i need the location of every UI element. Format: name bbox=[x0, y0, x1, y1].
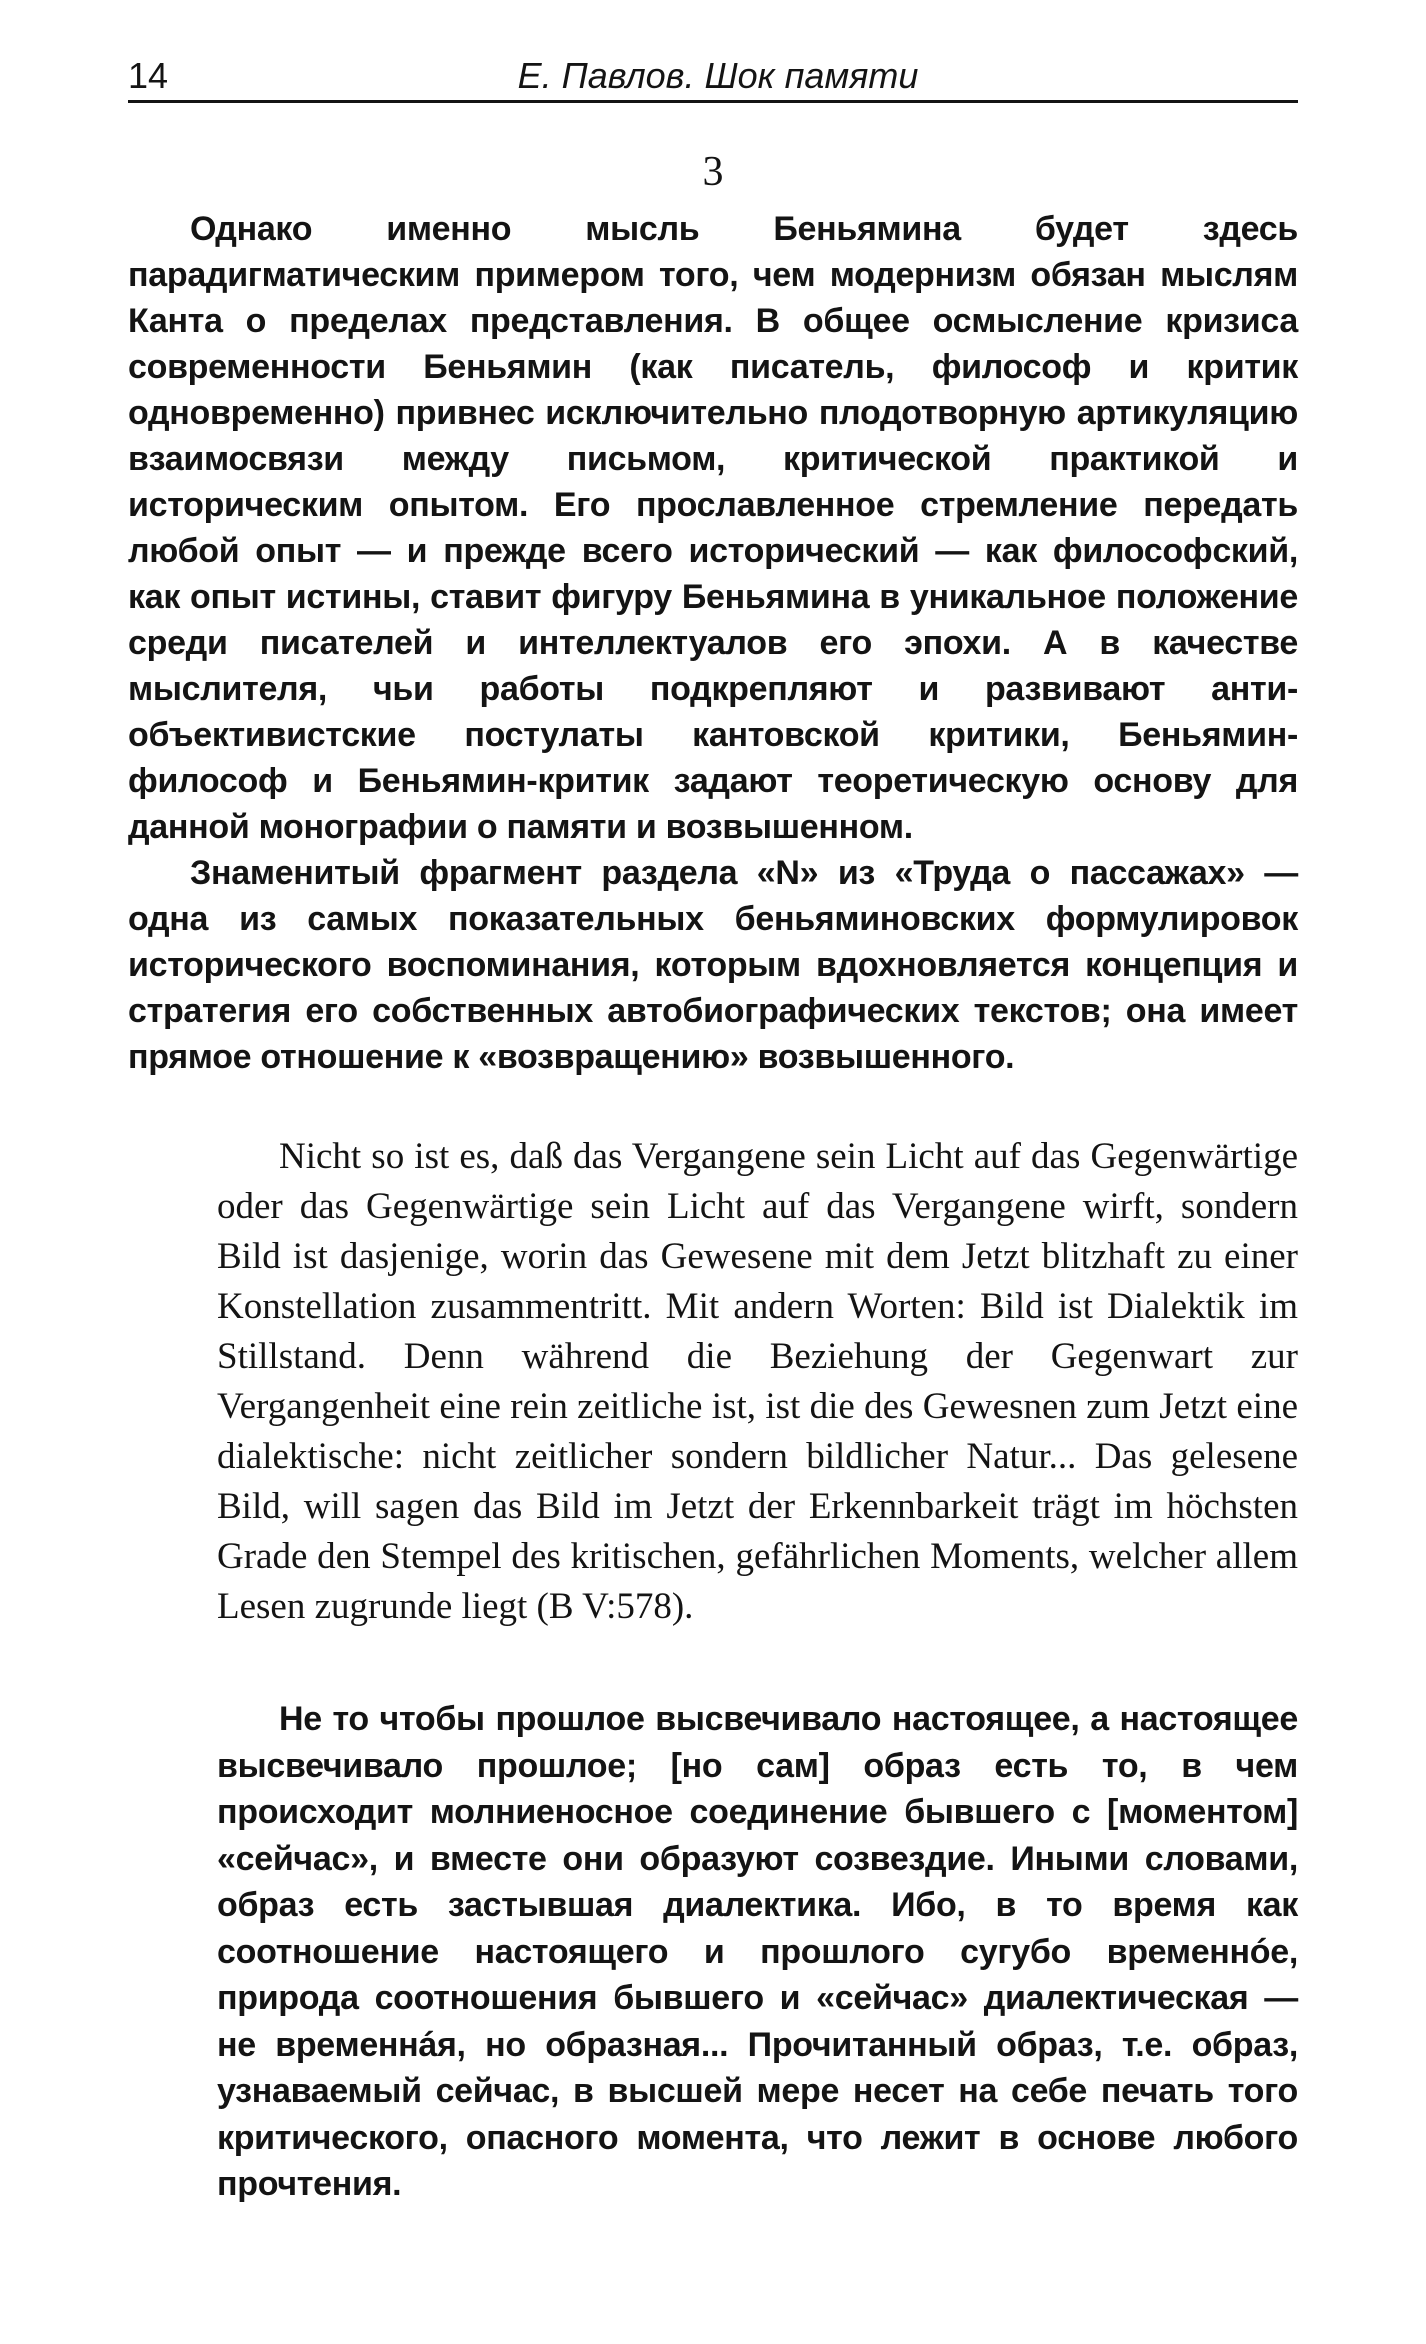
block-quote-german bbox=[217, 1132, 1298, 1632]
quote-paragraph: Nicht so ist es, daß das Vergangene sein Licht auf das Gegenwärtige oder das Gegenwärtige sein Licht auf das Vergangene wirft, sondern Bild ist dasjenige, worin das Gewesene mit dem Jetzt blitzhaft zu einer Konstellation zusammentritt. Mit andern Worten: Bild ist Dialektik im Stillstand. Denn während die Beziehung der Gegenwart zur Vergangenheit eine rein zeitliche ist, ist die des Gewesnen zum Jetzt eine dialektische: nicht zeitlicher sondern bildlicher Natur... Das gelesene Bild, will sagen das Bild im Jetzt der Erkennbarkeit trägt im höchsten Grade den Stempel des kritischen, gefährlichen Moments, welcher allem Lesen zugrunde liegt (B V:578). bbox=[217, 1136, 1298, 1627]
header-rule bbox=[128, 100, 1298, 103]
body-text bbox=[128, 206, 1298, 1080]
running-title: Е. Павлов. Шок памяти bbox=[517, 55, 919, 96]
quote-paragraph: Не то чтобы прошлое высвечивало настоящее, а настоящее высвечивало прошлое; [но сам] образ есть то, в чем происходит молниеносное соединение бывшего с [моментом] «сейчас», и вместе они образуют созвездие. Иными словами, образ есть застывшая диалектика. Ибо, в то время как соотношение настоящего и прошлого сугубо временнóе, природа соотношения бывшего и «сейчас» диалектическая — не временнáя, но образная... Прочитанный образ, т.е. образ, узнаваемый сейчас, в высшей мере несет на себе печать того критического, опасного момента, что лежит в основе любого прочтения. bbox=[217, 1700, 1298, 2203]
paragraph: Однако именно мысль Беньямина будет здесь парадигматическим примером того, чем модернизм обязан мыслям Канта о пределах представления. В общее осмысление кризиса современности Беньямин (как писатель, философ и критик одновременно) привнес исключительно плодотворную артикуляцию взаимосвязи между письмом, критической практикой и историческим опытом. Его прославленное стремление передать любой опыт — и прежде всего исторический — как философский, как опыт истины, ставит фигуру Беньямина в уникальное положение среди писателей и интеллектуалов его эпохи. А в качестве мыслителя, чьи работы подкрепляют и развивают анти-объективистские постулаты кантовской критики, Беньямин-философ и Беньямин-критик задают теоретическую основу для данной монографии о памяти и возвышенном. bbox=[128, 210, 1298, 846]
paragraph: Знаменитый фрагмент раздела «N» из «Труда о пассажах» — одна из самых показательных беньяминовских формулировок исторического воспоминания, которым вдохновляется концепция и стратегия его собственных автобиографических текстов; она имеет прямое отношение к «возвращению» возвышенного. bbox=[128, 854, 1298, 1076]
section-number: 3 bbox=[702, 149, 724, 195]
running-head bbox=[128, 50, 1298, 102]
block-quote-russian bbox=[217, 1696, 1298, 2208]
page-number: 14 bbox=[128, 55, 169, 96]
